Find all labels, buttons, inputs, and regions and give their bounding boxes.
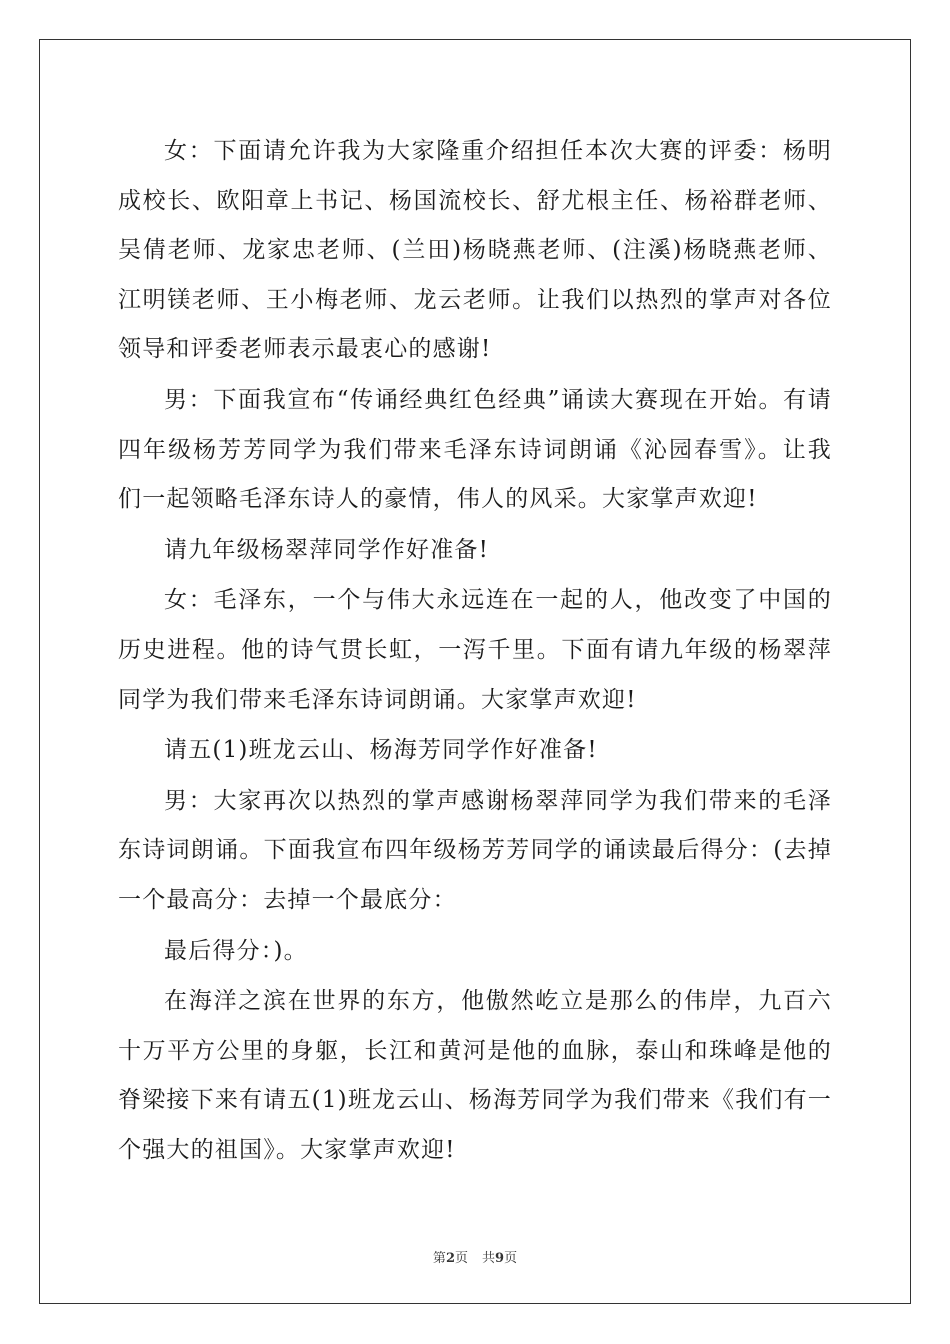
paragraph-prepare-grade9: 请九年级杨翠萍同学作好准备!: [164, 536, 490, 563]
paragraph-motherland-intro: 在海洋之滨在世界的东方，他傲然屹立是那么的伟岸，九百六十万平方公里的身躯，长江和黄河是他的血脉，泰山和珠峰是他的脊梁接下来有请五(1)班龙云山、杨海芳同学为我们带来《我们有一个强大的祖国》。大家掌声欢迎!: [118, 988, 832, 1163]
paragraph-final-score: 最后得分：)。: [164, 937, 308, 964]
total-suffix: 页: [504, 1251, 518, 1266]
page-suffix: 页: [454, 1251, 468, 1266]
document-body: [118, 127, 832, 1176]
total-pages: 9: [495, 1251, 505, 1266]
paragraph-judges-intro: 女：下面请允许我为大家隆重介绍担任本次大赛的评委：杨明成校长、欧阳章上书记、杨国流校长、舒尤根主任、杨裕群老师、吴倩老师、龙家忠老师、(兰田)杨晓燕老师、(注溪)杨晓燕老师、江明镁老师、王小梅老师、龙云老师。让我们以热烈的掌声对各位领导和评委老师表示最衷心的感谢!: [118, 138, 832, 363]
page-number: 2: [445, 1251, 455, 1266]
paragraph-score-announcement: 男：大家再次以热烈的掌声感谢杨翠萍同学为我们带来的毛泽东诗词朗诵。下面我宣布四年级杨芳芳同学的诵读最后得分：(去掉一个最高分：去掉一个最底分：: [118, 787, 832, 913]
paragraph-mao-intro: 女：毛泽东，一个与伟大永远连在一起的人，他改变了中国的历史进程。他的诗气贯长虹，一泻千里。下面有请九年级的杨翠萍同学为我们带来毛泽东诗词朗诵。大家掌声欢迎!: [118, 587, 832, 713]
page-footer: [0, 1247, 950, 1266]
paragraph-prepare-class5-1: 请五(1)班龙云山、杨海芳同学作好准备!: [164, 737, 598, 764]
total-prefix: 共: [482, 1251, 496, 1266]
page-prefix: 第: [432, 1251, 446, 1266]
paragraph-contest-opening: 男：下面我宣布“传诵经典红色经典”诵读大赛现在开始。有请四年级杨芳芳同学为我们带来毛泽东诗词朗诵《沁园春雪》。让我们一起领略毛泽东诗人的豪情，伟人的风采。大家掌声欢迎!: [118, 386, 832, 513]
